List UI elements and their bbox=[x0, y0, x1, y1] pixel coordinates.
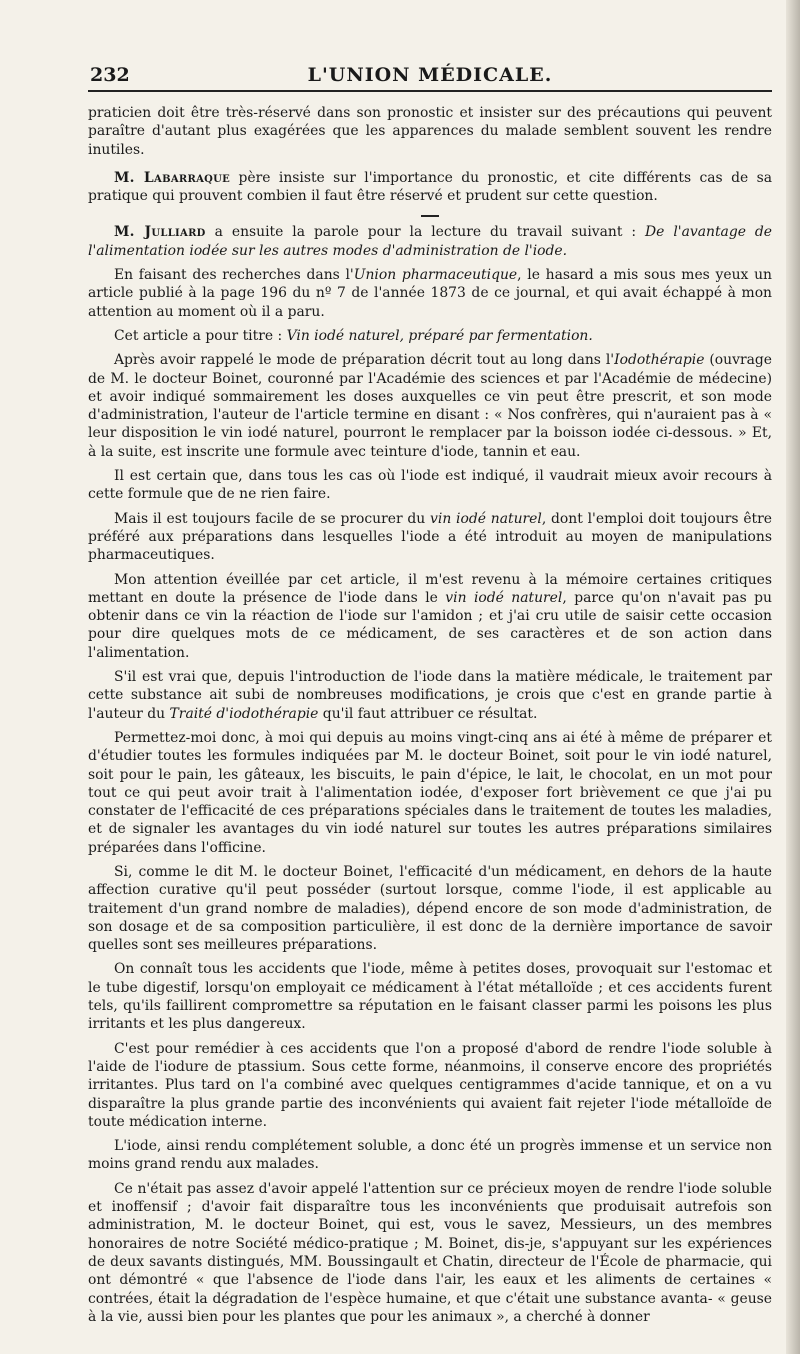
paragraph: Après avoir rappelé le mode de préparation décrit tout au long dans l'Iodothérapie (ouvrage de M. le docteur Boinet, couronné par l'Académie des sciences et par l'Académie de médecine) et avoir indiqué sommairement les doses auxquelles ce vin peut être prescrit, et son mode d'administration, l'auteur de l'article termine en disant : « Nos confrères, qui n'auraient pas à « leur disposition le vin iodé naturel, pourront le remplacer par la boisson iodée ci-dessous. » Et, à la suite, est inscrite une formule avec teinture d'iode, tannin et eau. bbox=[88, 352, 772, 460]
paragraph: S'il est vrai que, depuis l'introduction de l'iode dans la matière médicale, le traitement par cette substance ait subi de nombreuses modifications, je crois que c'est en grande partie à l'auteur du Traité d'iodothérapie qu'il faut attribuer ce résultat. bbox=[88, 669, 772, 722]
paragraph: Si, comme le dit M. le docteur Boinet, l'efficacité d'un médicament, en dehors de la haute affection curative qu'il peut posséder (surtout lorsque, comme l'iode, il est applicable au traitement d'un grand nombre de maladies), dépend encore de son mode d'administration, de son dosage et de sa composition particulière, il est donc de la dernière importance de savoir quelles sont ses meilleures préparations. bbox=[88, 863, 772, 954]
paragraph: Ce n'était pas assez d'avoir appelé l'attention sur ce précieux moyen de rendre l'iode soluble et inoffensif ; d'avoir fait disparaître tous les inconvénients que produisait autrefois son administration, M. le docteur Boinet, qui est, vous le savez, Messieurs, un des membres honoraires de notre Société médico-pratique ; M. Boinet, dis-je, s'appuyant sur les expériences de deux savants distingués, MM. Boussingault et Chatin, directeur de l'École de pharmacie, qui ont démontré « que l'absence de l'iode dans l'air, les eaux et les aliments de certaines « contrées, était la dégradation de l'espèce humaine, et que c'était une substance avanta- « geuse à la vie, aussi bien pour les plantes que pour les animaux », a cherché à donner bbox=[88, 1180, 772, 1325]
article-body bbox=[88, 104, 772, 1326]
paragraph: En faisant des recherches dans l'Union pharmaceutique, le hasard a mis sous mes yeux un article publié à la page 196 du nº 7 de l'année 1873 de ce journal, et qui avait échappé à mon attention au moment où il a paru. bbox=[88, 267, 772, 320]
speaker-name: M. Julliard bbox=[114, 224, 206, 241]
section-separator bbox=[421, 215, 439, 217]
lecture-title: De l'avantage de l'alimentation iodée sur les autres modes d'administration de l'iode. bbox=[88, 224, 772, 259]
paragraph: M. Labarraque père insiste sur l'importance du pronostic, et cite différents cas de sa pratique qui prouvent combien il faut être réservé et prudent sur cette question. bbox=[88, 169, 772, 205]
paragraph: Permettez-moi donc, à moi qui depuis au moins vingt-cinq ans ai été à même de préparer et d'étudier toutes les formules indiquées par M. le docteur Boinet, soit pour le vin iodé naturel, soit pour le pain, les gâteaux, les biscuits, le pain d'épice, le lait, le chocolat, en un mot pour tout ce qui peut avoir trait à l'alimentation iodée, d'exposer fort brièvement ce que j'ai pu constater de l'efficacité de ces préparations spéciales dans le traitement de toutes les maladies, et de signaler les avantages du vin iodé naturel sur toutes les autres préparations similaires préparées dans l'officine. bbox=[88, 729, 772, 856]
paragraph: Mais il est toujours facile de se procurer du vin iodé naturel, dont l'emploi doit toujours être préféré aux préparations dans lesquelles l'iode a été introduit au moyen de manipulations pharmaceutiques. bbox=[88, 510, 772, 564]
paragraph: C'est pour remédier à ces accidents que l'on a proposé d'abord de rendre l'iode soluble à l'aide de l'iodure de ptassium. Sous cette forme, néanmoins, il conserve encore des propriétés irritantes. Plus tard on l'a combiné avec quelques centigrammes d'acide tannique, et on a vu disparaître la plus grande partie des inconvénients qui avaient fait rejeter l'iode métalloïde de toute médication interne. bbox=[88, 1040, 772, 1130]
page-number: 232 bbox=[90, 64, 130, 86]
paragraph: Il est certain que, dans tous les cas où l'iode est indiqué, il vaudrait mieux avoir recours à cette formule que de ne rien faire. bbox=[88, 468, 772, 503]
page-header bbox=[88, 60, 772, 92]
paragraph: Mon attention éveillée par cet article, il m'est revenu à la mémoire certaines critiques mettant en doute la présence de l'iode dans le vin iodé naturel, parce qu'on n'avait pas pu obtenir dans ce vin la réaction de l'iode sur l'amidon ; et j'ai cru utile de saisir cette occasion pour dire quelques mots de ce médicament, de ses caractères et de son action dans l'alimentation. bbox=[88, 571, 772, 661]
paragraph: M. Julliard a ensuite la parole pour la lecture du travail suivant : De l'avantage de l'alimentation iodée sur les autres modes d'administration de l'iode. bbox=[88, 224, 772, 259]
page-edge-shadow bbox=[786, 0, 800, 1354]
speaker-name: M. Labarraque bbox=[114, 169, 231, 186]
running-head: L'UNION MÉDICALE. bbox=[307, 64, 553, 86]
paragraph: On connaît tous les accidents que l'iode, même à petites doses, provoquait sur l'estomac et le tube digestif, lorsqu'on employait ce médicament à l'état métalloïde ; et ces accidents furent tels, qu'ils faillirent compromettre sa réputation en le faisant classer parmi les poisons les plus irritants et les plus dangereux. bbox=[88, 961, 772, 1033]
paragraph: praticien doit être très-réservé dans son pronostic et insister sur des précautions qui peuvent paraître d'autant plus exagérées que les apparences du malade semblent souvent les rendre inutiles. bbox=[88, 105, 772, 158]
paragraph: L'iode, ainsi rendu complétement soluble, a donc été un progrès immense et un service non moins grand rendu aux malades. bbox=[88, 1138, 772, 1173]
paragraph: Cet article a pour titre : Vin iodé naturel, préparé par fermentation. bbox=[114, 327, 593, 344]
